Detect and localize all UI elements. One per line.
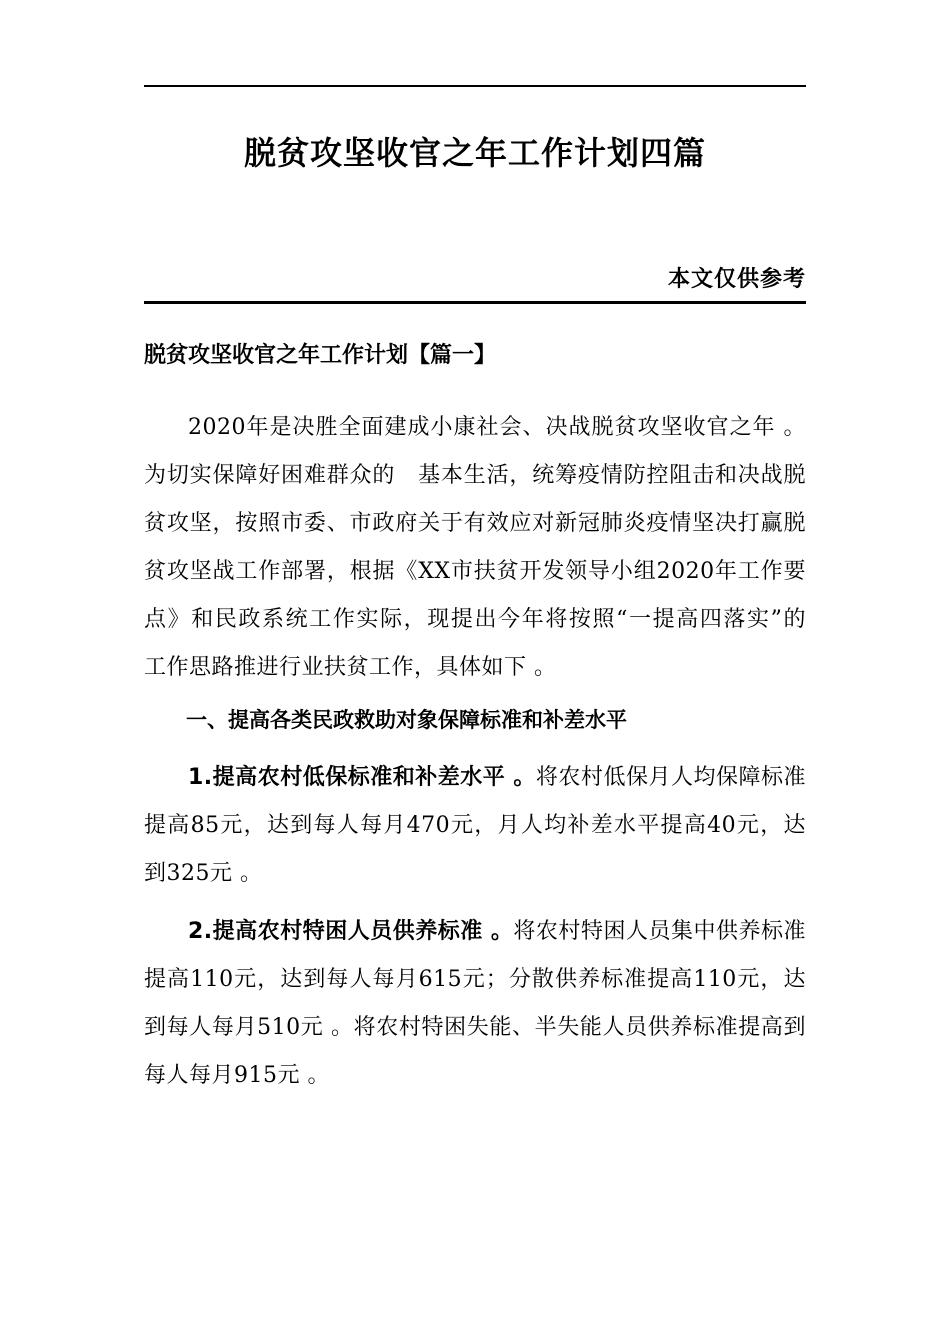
intro-paragraph: 2020年是决胜全面建成小康社会、决战脱贫攻坚收官之年 。为切实保障好困难群众的 基本生活，统筹疫情防控阻击和决战脱贫攻坚，按照市委、市政府关于有效应对新冠肺炎疫情坚决打赢脱贫攻坚战工作部署，根据《XX市扶贫开发领导小组2020年工作要点》和民政系统工作实际，现提出今年将按照“一提高四落实”的 工作思路推进行业扶贫工作，具体如下 。 xyxy=(144,415,829,680)
item-1-body: 将农村低保月人均保障标准提高85元，达到每人每月470元，月人均补差水平提高40元，达到325元 。 xyxy=(144,765,806,886)
item-1-lead: 1.提高农村低保标准和补差水平 。 xyxy=(188,765,536,790)
document-title: 脱贫攻坚收官之年工作计划四篇 xyxy=(243,134,706,172)
item-2-lead: 2.提高农村特困人员供养标准 。 xyxy=(188,919,514,944)
item-2-paragraph xyxy=(144,908,806,1100)
section-heading: 脱贫攻坚收官之年工作计划【篇一】 xyxy=(144,343,497,368)
reference-note: 本文仅供参考 xyxy=(667,266,806,292)
subheading-1: 一、提高各类民政救助对象保障标准和补差水平 xyxy=(186,708,627,732)
item-1-paragraph xyxy=(144,754,806,898)
top-divider xyxy=(144,85,806,87)
item-2-body: 将农村特困人员集中供养标准提高110元，达到每人每月615元；分散供养标准提高110元，达到每人每月510元 。将农村特困失能、半失能人员供养标准提高到每人每月915元 。 xyxy=(144,919,806,1088)
header-divider xyxy=(144,301,806,304)
document-body xyxy=(144,404,829,1100)
